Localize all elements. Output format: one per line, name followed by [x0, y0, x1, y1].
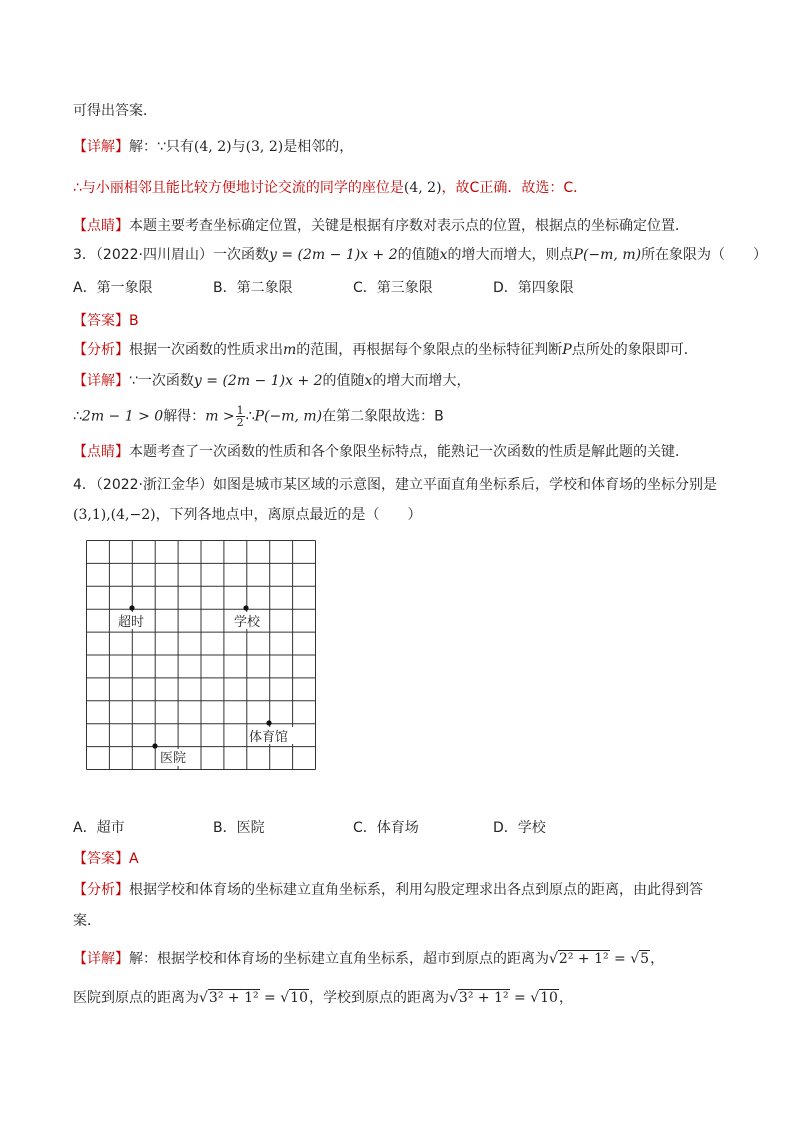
equals: =: [259, 990, 281, 1006]
option-a[interactable]: A．超市: [73, 820, 125, 836]
coord: (4, 2): [193, 139, 232, 155]
text: 本题考查了一次函数的性质和各个象限坐标特点，能熟记一次函数的性质是解此题的关键．: [129, 444, 689, 460]
numerator: 1: [236, 404, 244, 417]
option-a[interactable]: A．第一象限: [73, 280, 153, 296]
text: 解：∵只有: [129, 139, 194, 155]
text: 根据一次函数的性质求出: [129, 342, 283, 358]
variable: x: [364, 373, 373, 389]
text: 是相邻的，: [283, 139, 354, 155]
question-3-stem: [73, 245, 767, 265]
text: ∵一次函数: [129, 373, 194, 389]
comment-tag: 【点睛】: [73, 444, 129, 460]
text: ，: [650, 951, 665, 967]
text: 的增大而增大，: [372, 373, 471, 389]
comment-tag: 【点睛】: [73, 218, 129, 234]
question-4-stem: [73, 475, 717, 495]
coord: (3, 2): [245, 139, 284, 155]
radicand: 10: [540, 990, 558, 1006]
text: 案．: [73, 913, 101, 929]
text: ∴与小丽相邻且能比较方便地讨论交流的同学的座位是: [73, 180, 404, 196]
text: 3．（2022·四川眉山）一次函数: [73, 247, 269, 263]
question-4-options: [73, 818, 633, 838]
hospital-label: 医院: [160, 751, 187, 766]
text: 解得：: [163, 408, 206, 425]
formula: y = (2m − 1)x + 2: [193, 373, 323, 389]
variable: P: [562, 342, 572, 358]
analysis-line: [73, 880, 703, 900]
text: 的范围，再根据每个象限点的坐标特征判断: [296, 342, 563, 358]
hospital-point: [152, 743, 157, 748]
answer-tag: 【答案】: [73, 313, 129, 329]
text: 与: [231, 139, 246, 155]
comment-line: [73, 216, 689, 236]
answer-value: A: [129, 851, 139, 867]
detail-line: [73, 371, 470, 391]
coords: (3,1),(4,−2): [73, 507, 156, 523]
point: P(−m, m): [573, 247, 642, 263]
sqrt-expression: √5: [630, 951, 650, 967]
sqrt-expression: √10: [280, 990, 308, 1006]
formula: y = (2m − 1)x + 2: [269, 247, 398, 263]
equals: =: [609, 951, 631, 967]
coord: (4, 2): [403, 180, 442, 196]
analysis-line: [73, 340, 698, 360]
analysis-tag: 【分析】: [73, 882, 129, 898]
question-3-options: [73, 278, 633, 298]
text: 可得出答案．: [73, 103, 157, 119]
school-label: 学校: [234, 615, 261, 630]
text: 所在象限为（ ）: [641, 247, 768, 263]
radicand: 3² + 1²: [458, 990, 509, 1006]
text: ，下列各地点中，离原点最近的是（ ）: [155, 507, 422, 523]
supermarket-label: 超时: [118, 615, 145, 630]
text: 医院到原点的距离为: [73, 990, 199, 1006]
detail-line: [73, 949, 664, 969]
conclusion-line: [73, 178, 587, 198]
detail-tag: 【详解】: [73, 951, 129, 967]
radicand: 5: [640, 951, 650, 967]
denominator: 2: [236, 416, 244, 429]
option-d[interactable]: D．第四象限: [493, 280, 574, 296]
answer-tag: 【答案】: [73, 851, 129, 867]
detail-line: [73, 137, 353, 157]
option-c[interactable]: C．体育场: [353, 820, 419, 836]
analysis-line-2: [73, 911, 101, 931]
fraction: [236, 405, 245, 428]
option-b[interactable]: B．医院: [213, 820, 265, 836]
detail-tag: 【详解】: [73, 373, 129, 389]
option-c[interactable]: C．第三象限: [353, 280, 433, 296]
radicand: 10: [290, 990, 308, 1006]
text: 4．（2022·浙江金华）如图是城市某区域的示意图，建立平面直角坐标系后，学校和体育场的坐标分别是: [73, 477, 717, 493]
equals: =: [509, 990, 531, 1006]
radicand: 3² + 1²: [208, 990, 259, 1006]
text: 在第二象限故选：B: [322, 408, 444, 425]
text-line: [73, 101, 157, 121]
question-4-stem-2: [73, 505, 422, 525]
answer-value: B: [129, 313, 139, 329]
sqrt-expression: √2² + 1²: [549, 951, 609, 967]
sqrt-expression: √3² + 1²: [448, 990, 509, 1006]
stadium-label: 体育馆: [249, 730, 289, 745]
text: 根据学校和体育场的坐标建立直角坐标系，利用勾股定理求出各点到原点的距离，由此得到答: [129, 882, 703, 898]
analysis-tag: 【分析】: [73, 342, 129, 358]
answer-line: [73, 311, 139, 331]
school-point: [243, 605, 248, 610]
text: 的值随: [322, 373, 365, 389]
detail-tag: 【详解】: [73, 139, 129, 155]
radicand: 2² + 1²: [558, 951, 609, 967]
text: ，学校到原点的距离为: [308, 990, 449, 1006]
answer-line: [73, 849, 139, 869]
variable: m: [283, 342, 297, 358]
text: 点所处的象限即可．: [571, 342, 698, 358]
city-grid-figure: [86, 540, 318, 772]
stadium-point: [266, 720, 271, 725]
formula: m >: [205, 408, 235, 425]
supermarket-point: [129, 605, 134, 610]
variable: x: [439, 247, 448, 263]
text: ∴: [73, 408, 82, 425]
text: 本题主要考查坐标确定位置，关键是根据有序数对表示点的位置，根据点的坐标确定位置．: [129, 218, 689, 234]
text: 解：根据学校和体育场的坐标建立直角坐标系，超市到原点的距离为: [129, 951, 549, 967]
detail-line-2: [73, 988, 573, 1008]
text: 的增大而增大，则点: [447, 247, 574, 263]
option-d[interactable]: D．学校: [493, 820, 546, 836]
text: ，: [558, 990, 573, 1006]
text: ，故C正确．故选：C．: [441, 180, 588, 196]
text: 的值随: [397, 247, 440, 263]
solution-line: [73, 405, 444, 428]
point: P(−m, m): [254, 408, 323, 425]
option-b[interactable]: B．第二象限: [213, 280, 293, 296]
sqrt-expression: √10: [530, 990, 558, 1006]
sqrt-expression: √3² + 1²: [199, 990, 259, 1006]
text: ∴: [245, 408, 255, 425]
comment-line: [73, 442, 689, 462]
formula: 2m − 1 > 0: [81, 408, 164, 425]
